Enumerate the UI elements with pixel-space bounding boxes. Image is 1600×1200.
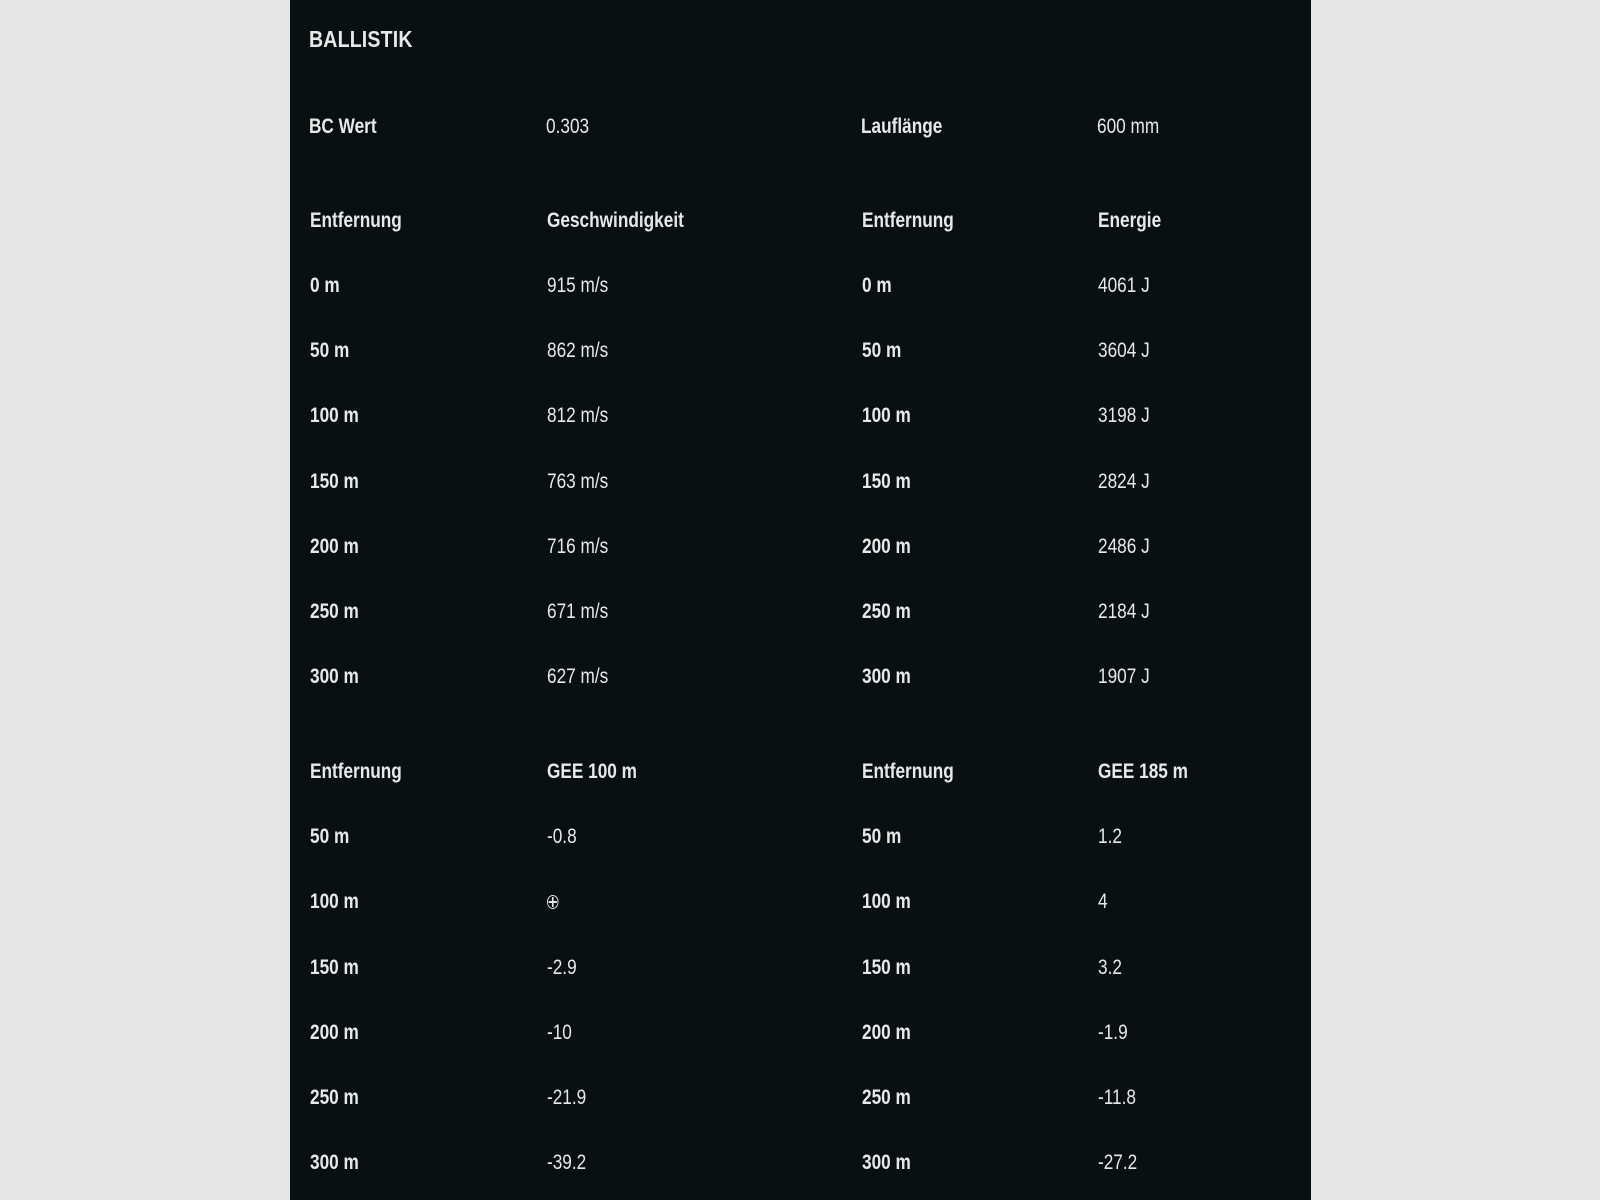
distance-cell: 250 m [310,600,359,623]
column-header: Entfernung [310,760,402,783]
table-row [290,1021,1311,1051]
barrel-length-label: Lauflänge [861,115,943,138]
energy-cell: 2824 J [1098,470,1150,493]
distance-cell: 50 m [310,339,350,362]
distance-cell: 200 m [862,535,911,558]
meta-row [290,115,1311,145]
table-header-row [290,209,1311,239]
column-header: Entfernung [310,209,402,232]
energy-cell: 1907 J [1098,665,1150,688]
distance-cell: 250 m [310,1086,359,1109]
ballistics-panel [290,0,1311,1200]
distance-cell: 250 m [862,600,911,623]
column-header: GEE 100 m [547,760,637,783]
gee185-cell: -1.9 [1098,1021,1128,1044]
table-row [290,956,1311,986]
section-title: BALLISTIK [309,26,413,52]
velocity-cell: 627 m/s [547,665,609,688]
energy-cell: 3604 J [1098,339,1150,362]
velocity-cell: 671 m/s [547,600,609,623]
distance-cell: 300 m [862,1151,911,1174]
table-header-row [290,760,1311,790]
gee100-cell: -0.8 [547,825,577,848]
gee100-cell [547,890,558,914]
distance-cell: 0 m [862,274,892,297]
velocity-cell: 862 m/s [547,339,609,362]
table-row [290,274,1311,304]
energy-cell: 2486 J [1098,535,1150,558]
gee185-cell: 4 [1098,890,1108,913]
distance-cell: 200 m [310,535,359,558]
distance-cell: 300 m [862,665,911,688]
table-row [290,890,1311,920]
gee185-cell: -11.8 [1098,1086,1136,1109]
distance-cell: 100 m [862,404,911,427]
table-row [290,470,1311,500]
table-row [290,339,1311,369]
table-row [290,825,1311,855]
distance-cell: 150 m [310,470,359,493]
table-row [290,404,1311,434]
distance-cell: 150 m [862,956,911,979]
column-header: Entfernung [862,760,954,783]
column-header: Energie [1098,209,1162,232]
zero-crosshair-icon [547,895,558,909]
distance-cell: 50 m [862,825,902,848]
table-row [290,1086,1311,1116]
gee185-cell: -27.2 [1098,1151,1138,1174]
velocity-cell: 812 m/s [547,404,609,427]
table-row [290,665,1311,695]
distance-cell: 200 m [862,1021,911,1044]
distance-cell: 100 m [310,890,359,913]
energy-cell: 4061 J [1098,274,1150,297]
table-row [290,1151,1311,1181]
distance-cell: 300 m [310,1151,359,1174]
gee100-cell: -2.9 [547,956,577,979]
energy-cell: 3198 J [1098,404,1150,427]
bc-label: BC Wert [309,115,377,138]
velocity-cell: 716 m/s [547,535,609,558]
distance-cell: 150 m [310,956,359,979]
gee100-cell: -10 [547,1021,572,1044]
distance-cell: 200 m [310,1021,359,1044]
distance-cell: 300 m [310,665,359,688]
distance-cell: 100 m [862,890,911,913]
velocity-cell: 915 m/s [547,274,609,297]
gee100-cell: -39.2 [547,1151,587,1174]
distance-cell: 250 m [862,1086,911,1109]
column-header: Geschwindigkeit [547,209,684,232]
bc-value: 0.303 [546,115,590,138]
distance-cell: 0 m [310,274,340,297]
column-header: Entfernung [862,209,954,232]
table-row [290,600,1311,630]
barrel-length-value: 600 mm [1097,115,1160,138]
gee185-cell: 1.2 [1098,825,1122,848]
velocity-cell: 763 m/s [547,470,609,493]
gee185-cell: 3.2 [1098,956,1122,979]
table-row [290,535,1311,565]
energy-cell: 2184 J [1098,600,1150,623]
gee100-cell: -21.9 [547,1086,587,1109]
distance-cell: 100 m [310,404,359,427]
distance-cell: 50 m [310,825,350,848]
distance-cell: 150 m [862,470,911,493]
column-header: GEE 185 m [1098,760,1188,783]
distance-cell: 50 m [862,339,902,362]
